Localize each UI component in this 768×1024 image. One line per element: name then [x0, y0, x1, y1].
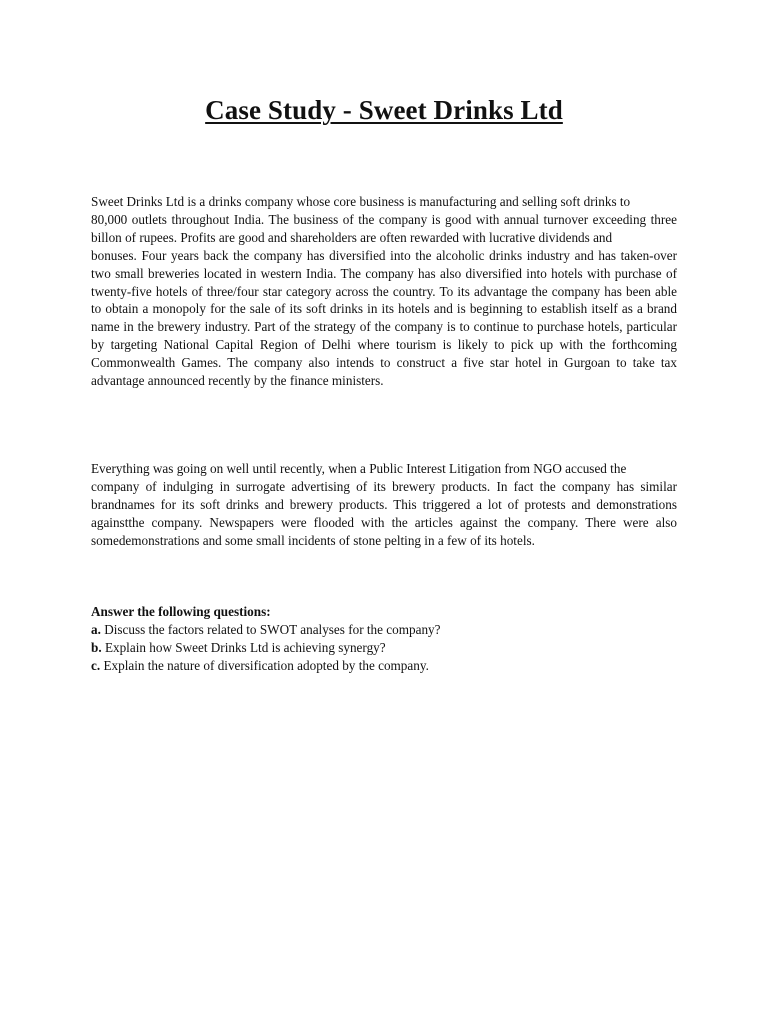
question-c: [91, 657, 677, 675]
questions-section: [91, 603, 677, 675]
document-title: Case Study - Sweet Drinks Ltd: [205, 95, 563, 125]
paragraph-controversy: [91, 460, 677, 550]
question-a-letter: a.: [91, 621, 101, 637]
question-c-text: Explain the nature of diversification adopted by the company.: [100, 657, 429, 673]
question-a-text: Discuss the factors related to SWOT analyses for the company?: [100, 621, 441, 637]
question-b: [91, 639, 677, 657]
paragraph-intro-line-3: bonuses. Four years back the company has diversified into the alcoholic drinks industry and has taken-over two small breweries located in western India. The company has also diversified into hotels with purchase of twenty-five hotels of three/four star category across the country. To its advantage the company has been able to obtain a monopoly for the sale of its soft drinks in its hotels and is beginning to establish itself as a brand name in the brewery industry. Part of the strategy of the company is to continue to purchase hotels, particular by targeting National Capital Region of Delhi where tourism is likely to pick up with the forthcoming Commonwealth Games. The company also intends to construct a five star hotel in Gurgoan to take tax advantage announced recently by the finance ministers.: [91, 247, 677, 389]
paragraph-intro-line-1: Sweet Drinks Ltd is a drinks company whose core business is manufacturing and selling soft drinks to: [91, 194, 631, 209]
question-b-text: Explain how Sweet Drinks Ltd is achieving synergy?: [101, 639, 386, 655]
paragraph-intro-line-2: 80,000 outlets throughout India. The business of the company is good with annual turnover exceeding three billon of rupees. Profits are good and shareholders are often rewarded with lucrative dividends and: [91, 211, 677, 245]
paragraph-controversy-line-2: company of indulging in surrogate advertising of its brewery products. In fact the company has similar brandnames for its soft drinks and brewery products. This triggered a lot of protests and demonstrations againstthe company. Newspapers were flooded with the articles against the company. There were also somedemonstrations and some small incidents of stone pelting in a few of its hotels.: [91, 478, 677, 548]
question-c-letter: c.: [91, 657, 101, 673]
question-a: [91, 621, 677, 639]
paragraph-controversy-line-1: Everything was going on well until recently, when a Public Interest Litigation from NGO accused the: [91, 461, 627, 476]
paragraph-intro: [91, 193, 677, 390]
questions-heading: Answer the following questions:: [91, 604, 271, 619]
question-b-letter: b.: [91, 639, 102, 655]
